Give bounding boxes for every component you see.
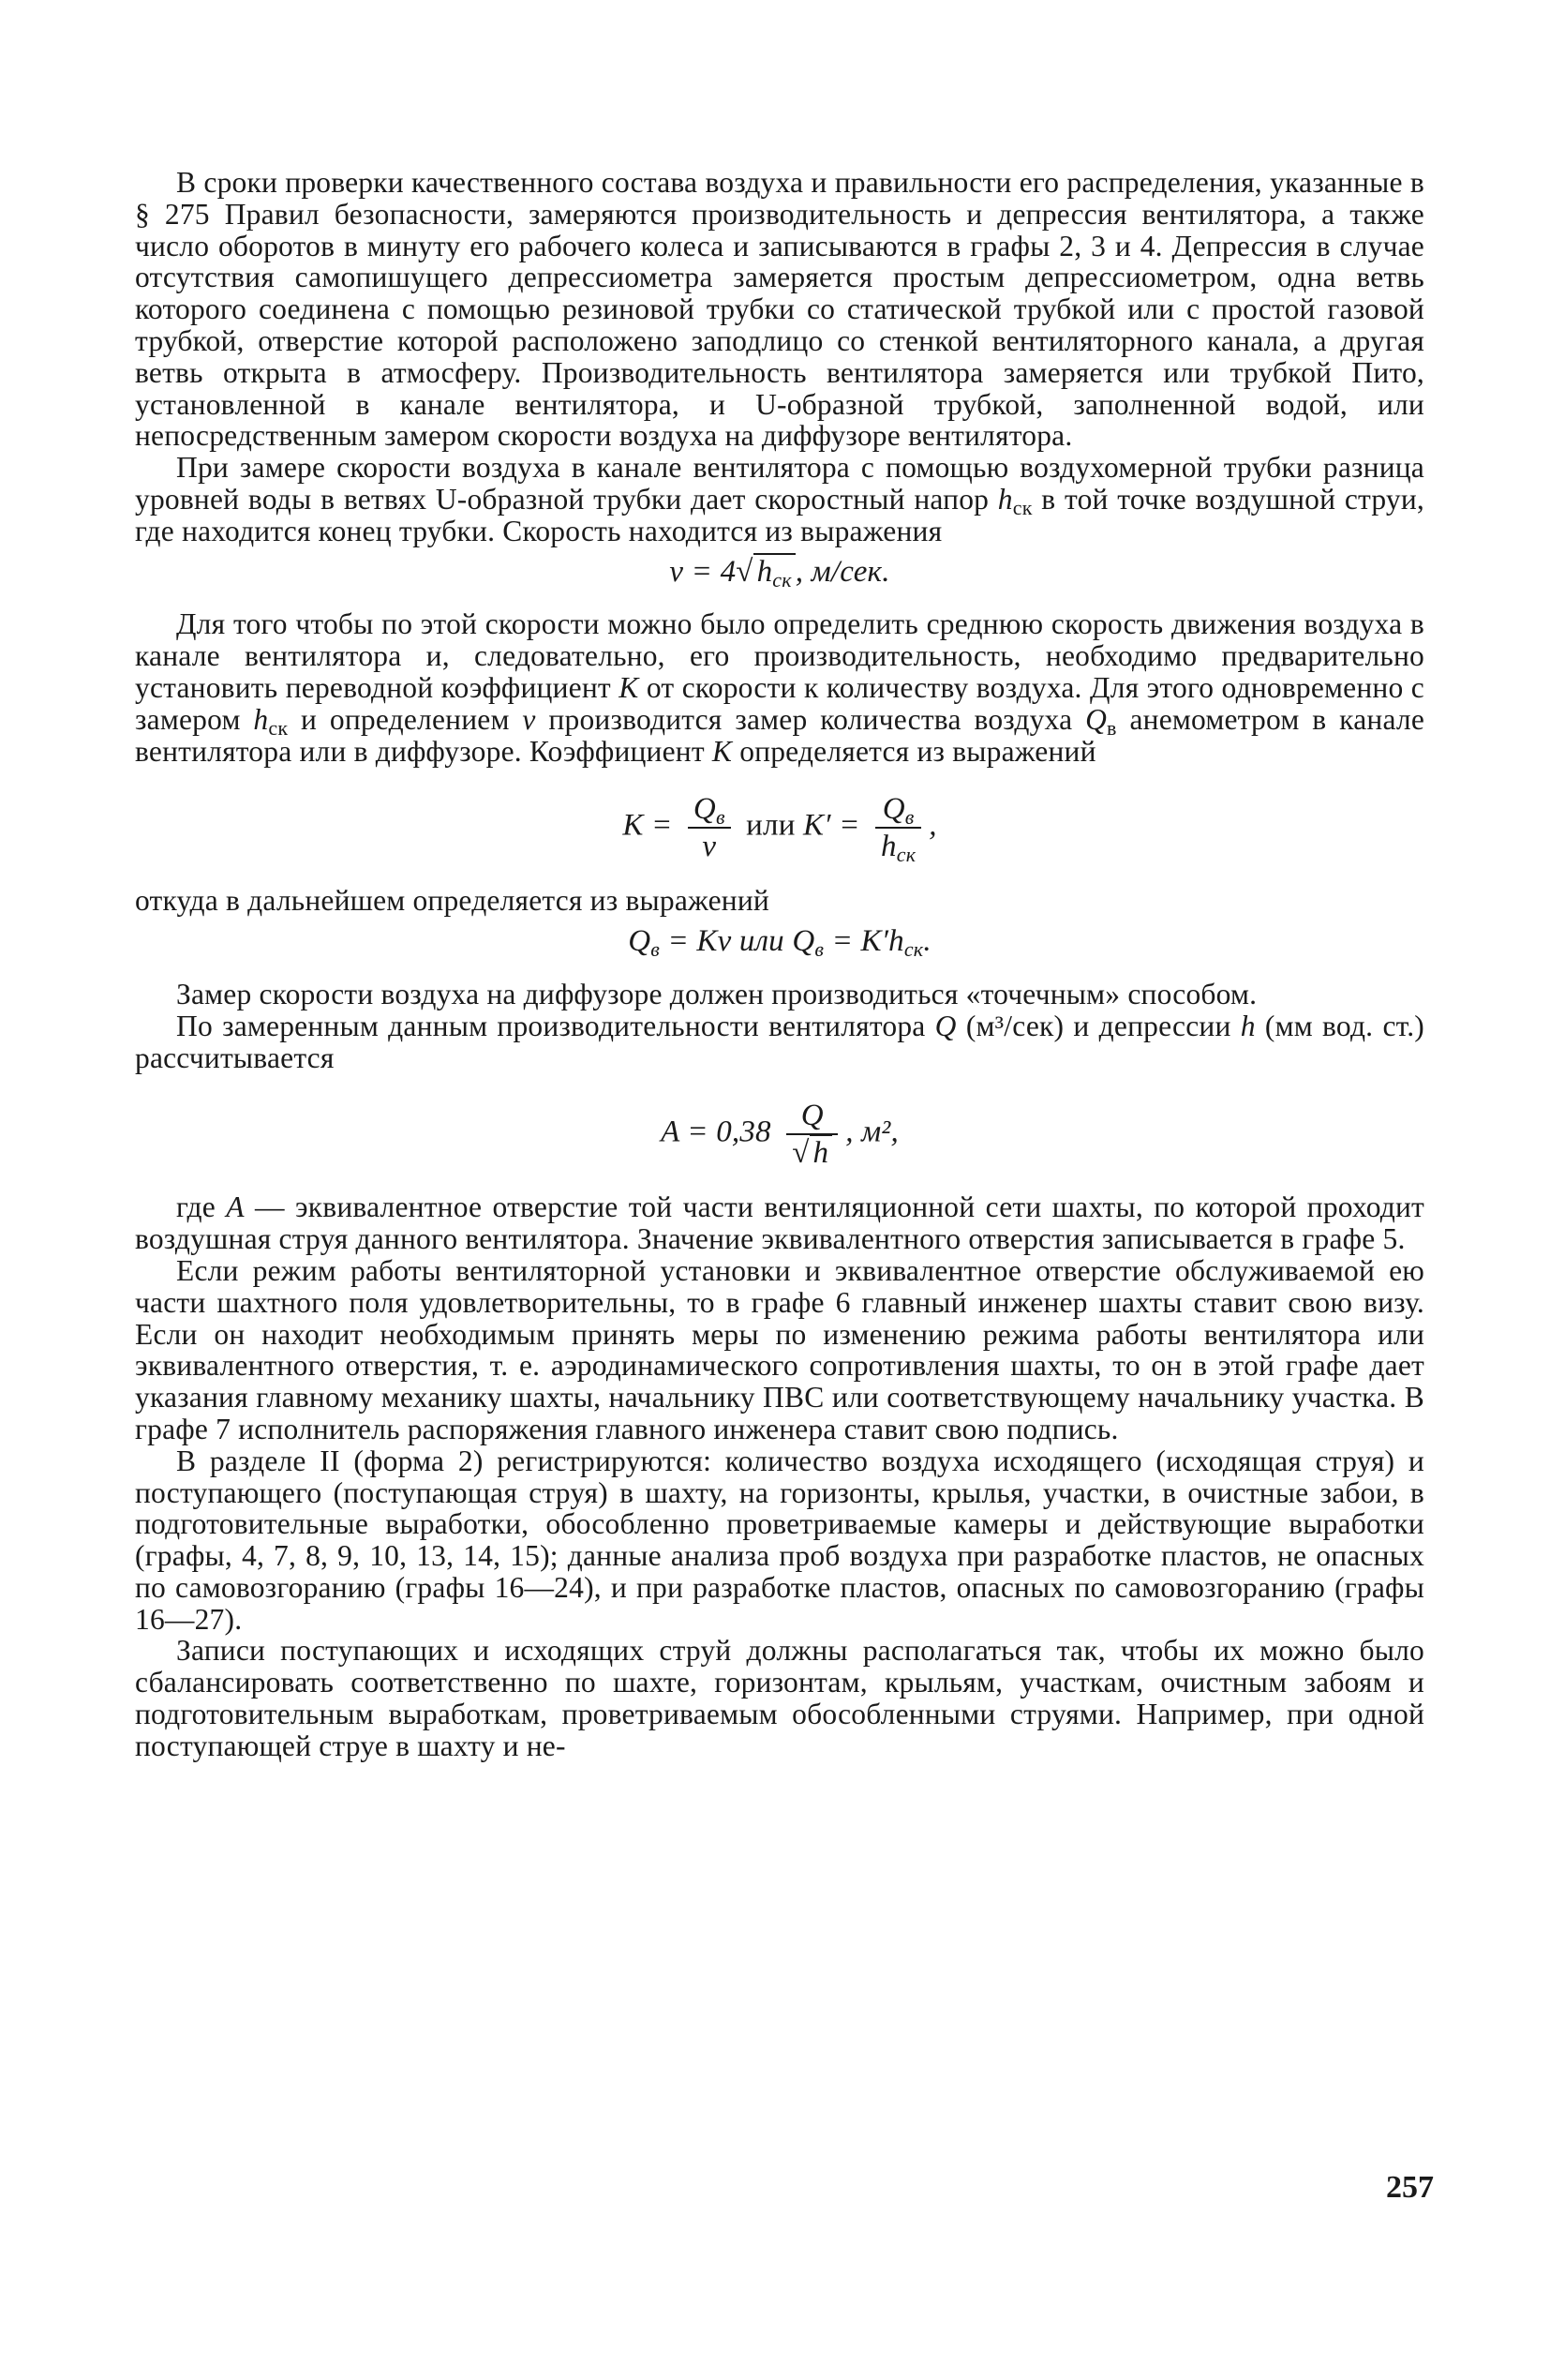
formula-quantity: $Q_в = Kv$ или $Q_в = K'h_{ск}$. [628,924,931,962]
formula-equivalent-orifice: A = 0,38 $\frac{Q}{√ h}$ , м², [661,1099,899,1171]
paragraph-coefficient: Для того чтобы по этой скорости можно было определить среднюю скорость движения воздуха в канале вентилятора и, следовательно, его производительность, необходимо предварительно установить переводной коэффициент K от скорости к количеству воздуха. Для этого одновременно с замером $h_{ск}$ и определением v производится замер количества воздуха $Q_в$ анемометром в канале вентилятора или в диффузоре. Коэффициент K определяется из выражений [135,607,1424,768]
paragraph-then: откуда в дальнейшем определяется из выражений [135,884,769,918]
paragraph-where-a: где A — эквивалентное отверстие той части вентиляционной сети шахты, по которой проходит воздушная струя данного вентилятора. Значение эквивалентного отверстия записывается в графе 5. [135,1190,1424,1256]
fraction-qv-over-v: $\frac{Q_в}{v}$ [688,791,731,864]
page-number: 257 [1386,2170,1434,2205]
paragraph-mode-approval: Если режим работы вентиляторной установки и эквивалентное отверстие обслуживаемой ею части шахтного поля удовлетворительны, то в графе 6 главный инженер шахты ставит свою визу. Если он находит необходимым принять меры по изменению режима работы вентилятора или эквивалентного отверстия, т. е. аэродинамического сопротивления шахты, то он в этой графе дает указания главному механику шахты, начальнику ПВС или соответствующему начальнику участка. В графе 7 исполнитель распоряжения главного инженера ставит свою подпись. [135,1253,1424,1445]
paragraph-point-method: Замер скорости воздуха на диффузоре должен производиться «точечным» способом. [176,977,1258,1010]
fraction-qv-over-hsk: $\frac{Q_в}{h_{ск}}$ [875,791,921,864]
paragraph-ventilator-measurement: В сроки проверки качественного состава воздуха и правильности его распределения, указанные в § 275 Правил безопасности, замеряются производительность и депрессия вентилятора, а также число оборотов в минуту его рабочего колеса и записываются в графы 2, 3 и 4. Депрессия в случае отсутствия самопишущего депрессиометра замеряется простым депрессиометром, одна ветвь которого соединена с помощью резиновой трубки со статической трубкой или с простой газовой трубкой, отверстие которой расположено заподлицо со стенкой вентиляторного канала, а другая ветвь открыта в атмосферу. Производительность вентилятора замеряется или трубкой Пито, установленной в канале вентилятора, и U-образной трубкой, заполненной водой, или непосредственным замером скорости воздуха на диффузоре вентилятора. [135,166,1424,453]
paragraph-velocity-pressure: При замере скорости воздуха в канале вентилятора с помощью воздухомерной трубки разница уровней воды в ветвях U-образной трубки дает скоростный напор $h_{ск}$ в той точке воздушной струи, где находится конец трубки. Скорость находится из выражения [135,451,1424,547]
formula-velocity: v = 4√ $h_{ск}$ , м/сек. [669,554,890,591]
sqrt-h-sk: $h_{ск}$ [753,553,796,589]
formula-coefficient-k: K = $\frac{Q_в}{v}$ или K′ = $\frac{Q_в}{h_{ск}}$ , [622,792,937,867]
paragraph-air-balance: Записи поступающих и исходящих струй должны располагаться так, чтобы их можно было сбалансировать соответственно по шахте, горизонтам, крыльям, участкам, очистным забоям и подготовительным выработкам, проветриваемым обособленными струями. Например, при одной поступающей струе в шахту и не- [135,1634,1424,1762]
fraction-q-over-sqrt-h: $\frac{Q}{√ h}$ [786,1098,838,1171]
body-text [135,167,1424,1762]
paragraph-calculation: По замеренным данным производительности вентилятора Q (м³/сек) и депрессии h (мм вод. ст.) рассчитывается [135,1009,1424,1074]
paragraph-section-ii: В разделе II (форма 2) регистрируются: количество воздуха исходящего (исходящая струя) и поступающего (поступающая струя) в шахту, на горизонты, крылья, участки, в очистные забои, в подготовительные выработки, обособленно проветриваемые камеры и действующие выработки (графы, 4, 7, 8, 9, 10, 13, 14, 15); данные анализа проб воздуха при разработке пластов, не опасных по самовозгоранию (графы 16—24), и при разработке пластов, опасных по самовозгоранию (графы 16—27). [135,1444,1424,1636]
